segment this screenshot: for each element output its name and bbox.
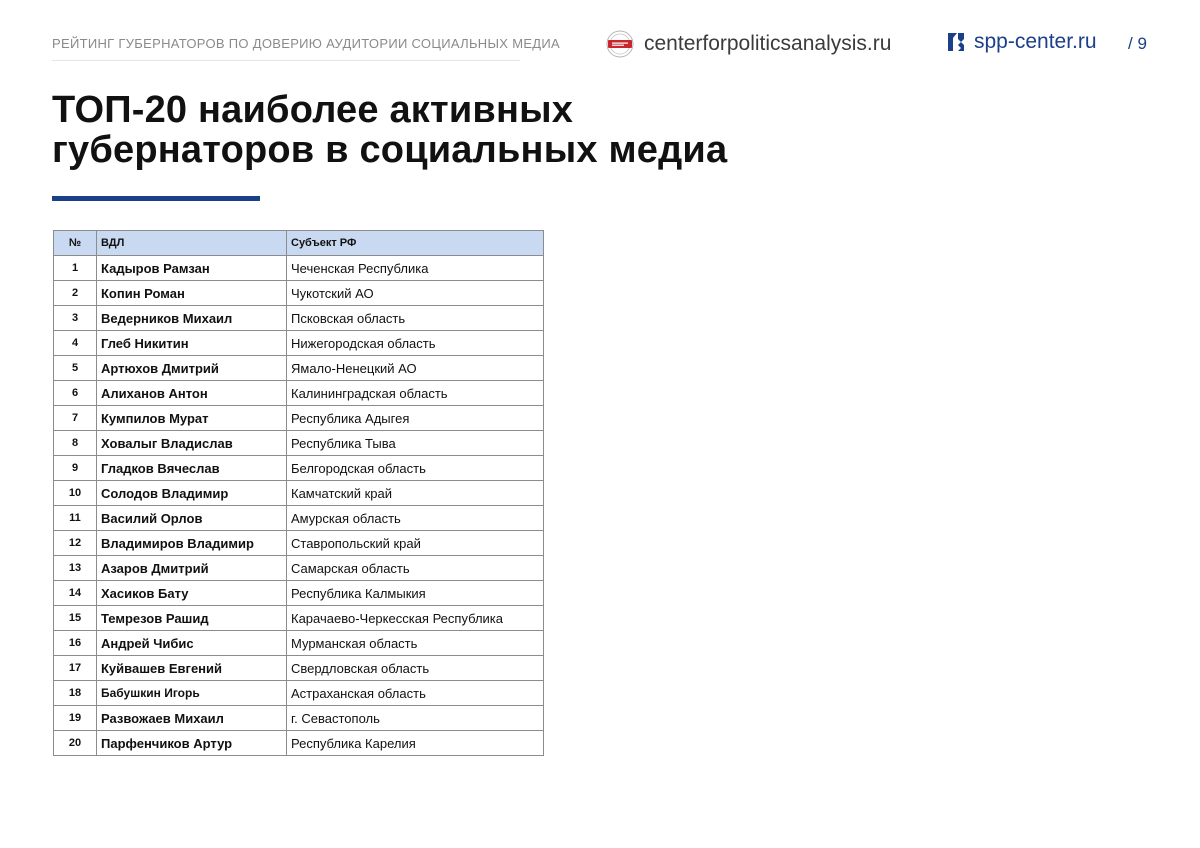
- table-row: [54, 456, 544, 481]
- region-name: Ставропольский край: [287, 531, 544, 556]
- row-number: 16: [54, 631, 97, 656]
- table-row: [54, 306, 544, 331]
- table-row: [54, 481, 544, 506]
- table-row: [54, 731, 544, 756]
- region-name: Псковская область: [287, 306, 544, 331]
- table-row: [54, 706, 544, 731]
- region-name: Самарская область: [287, 556, 544, 581]
- governor-name: Ведерников Михаил: [97, 306, 287, 331]
- governor-name: Хасиков Бату: [97, 581, 287, 606]
- row-number: 19: [54, 706, 97, 731]
- governor-name: Василий Орлов: [97, 506, 287, 531]
- region-name: Амурская область: [287, 506, 544, 531]
- region-name: Нижегородская область: [287, 331, 544, 356]
- page-number: / 9: [1128, 34, 1147, 53]
- governor-name: Алиханов Антон: [97, 381, 287, 406]
- row-number: 17: [54, 656, 97, 681]
- table-row: [54, 406, 544, 431]
- row-number: 2: [54, 281, 97, 306]
- cfpa-site-link[interactable]: centerforpoliticsanalysis.ru: [644, 32, 892, 55]
- governor-name: Кумпилов Мурат: [97, 406, 287, 431]
- spp-site-link[interactable]: spp-center.ru: [974, 30, 1097, 53]
- governor-name: Андрей Чибис: [97, 631, 287, 656]
- governor-name: Темрезов Рашид: [97, 606, 287, 631]
- header-divider: [52, 60, 520, 61]
- page-title: [52, 90, 727, 170]
- table-row: [54, 506, 544, 531]
- governor-name: Копин Роман: [97, 281, 287, 306]
- spp-brand[interactable]: [946, 30, 1097, 54]
- row-number: 3: [54, 306, 97, 331]
- row-number: 4: [54, 331, 97, 356]
- governor-name: Глеб Никитин: [97, 331, 287, 356]
- row-number: 6: [54, 381, 97, 406]
- table-row: [54, 606, 544, 631]
- table-row: [54, 356, 544, 381]
- region-name: Чукотский АО: [287, 281, 544, 306]
- table-row: [54, 281, 544, 306]
- column-header-region: Субъект РФ: [287, 231, 544, 256]
- region-name: Ямало-Ненецкий АО: [287, 356, 544, 381]
- region-name: Калининградская область: [287, 381, 544, 406]
- cfpa-logo-icon: [606, 30, 634, 58]
- row-number: 13: [54, 556, 97, 581]
- table-header-row: [54, 231, 544, 256]
- region-name: Мурманская область: [287, 631, 544, 656]
- governors-table: [53, 230, 544, 756]
- table-row: [54, 381, 544, 406]
- row-number: 1: [54, 256, 97, 281]
- region-name: Республика Калмыкия: [287, 581, 544, 606]
- region-name: Свердловская область: [287, 656, 544, 681]
- region-name: Астраханская область: [287, 681, 544, 706]
- table-row: [54, 256, 544, 281]
- region-name: Камчатский край: [287, 481, 544, 506]
- governor-name: Развожаев Михаил: [97, 706, 287, 731]
- region-name: Белгородская область: [287, 456, 544, 481]
- row-number: 18: [54, 681, 97, 706]
- region-name: Республика Тыва: [287, 431, 544, 456]
- page-title-line-1: ТОП-20 наиболее активных: [52, 89, 574, 131]
- governor-name: Кадыров Рамзан: [97, 256, 287, 281]
- row-number: 15: [54, 606, 97, 631]
- table-row: [54, 681, 544, 706]
- table-row: [54, 656, 544, 681]
- governor-name: Куйвашев Евгений: [97, 656, 287, 681]
- region-name: Чеченская Республика: [287, 256, 544, 281]
- table-row: [54, 431, 544, 456]
- header-subtitle: РЕЙТИНГ ГУБЕРНАТОРОВ ПО ДОВЕРИЮ АУДИТОРИИ СОЦИАЛЬНЫХ МЕДИА: [52, 36, 561, 51]
- row-number: 8: [54, 431, 97, 456]
- table-row: [54, 331, 544, 356]
- row-number: 14: [54, 581, 97, 606]
- governor-name: Гладков Вячеслав: [97, 456, 287, 481]
- governor-name: Ховалыг Владислав: [97, 431, 287, 456]
- row-number: 11: [54, 506, 97, 531]
- table-row: [54, 531, 544, 556]
- table-row: [54, 556, 544, 581]
- governor-name: Артюхов Дмитрий: [97, 356, 287, 381]
- page-title-line-2: губернаторов в социальных медиа: [52, 129, 728, 171]
- column-header-number: №: [54, 231, 97, 256]
- region-name: Республика Карелия: [287, 731, 544, 756]
- row-number: 12: [54, 531, 97, 556]
- governor-name: Бабушкин Игорь: [97, 681, 287, 706]
- row-number: 10: [54, 481, 97, 506]
- region-name: Республика Адыгея: [287, 406, 544, 431]
- row-number: 9: [54, 456, 97, 481]
- region-name: г. Севастополь: [287, 706, 544, 731]
- region-name: Карачаево-Черкесская Республика: [287, 606, 544, 631]
- column-header-name: ВДЛ: [97, 231, 287, 256]
- table-row: [54, 631, 544, 656]
- governor-name: Парфенчиков Артур: [97, 731, 287, 756]
- spp-logo-icon: [946, 31, 966, 53]
- governor-name: Солодов Владимир: [97, 481, 287, 506]
- governor-name: Азаров Дмитрий: [97, 556, 287, 581]
- cfpa-brand[interactable]: [606, 30, 891, 58]
- row-number: 5: [54, 356, 97, 381]
- table-row: [54, 581, 544, 606]
- governor-name: Владимиров Владимир: [97, 531, 287, 556]
- row-number: 20: [54, 731, 97, 756]
- title-accent-bar: [52, 196, 260, 201]
- row-number: 7: [54, 406, 97, 431]
